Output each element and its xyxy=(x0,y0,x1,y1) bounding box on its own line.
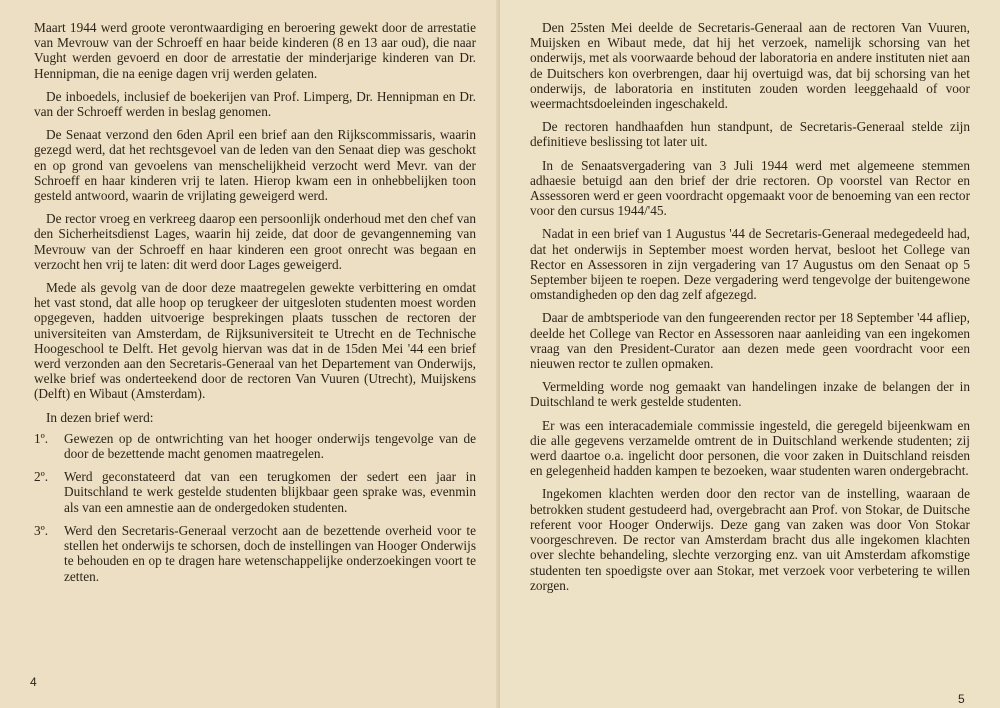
list-number: 2º. xyxy=(34,469,49,485)
list-number: 1º. xyxy=(34,430,49,446)
paragraph: Mede als gevolg van de door deze maatregelen gewekte verbittering en omdat het vast stond, dat alle hoop op terugkeer der uitgesloten studenten moest worden opgegeven, hadden uitvoerige besprekingen plaats tusschen de rectoren der universiteiten van Amsterdam, de Rijksuniversiteit te Utrecht en de Technische Hoogeschool te Delft. Het gevolg hiervan was dat in de 15den Mei '44 een brief werd verzonden aan den Secretaris-Generaal van het Departement van Onderwijs, welke brief was onderteekend door de rectoren Van Vuuren (Utrecht), Muijskens (Delft) en Wibaut (Amsterdam). xyxy=(34,280,476,402)
paragraph: De inboedels, inclusief de boekerijen van Prof. Limperg, Dr. Hennipman en Dr. van der Schroeff werden in beslag genomen. xyxy=(34,88,476,120)
list-text: Werd den Secretaris-Generaal verzocht aan de bezettende overheid voor te stellen het onderwijs te schorsen, doch de instellingen van Hooger Onderwijs te behouden en op te dragen hare wetenschappelijke onderzoekingen voort te zetten. xyxy=(64,522,476,584)
page-number-left: 4 xyxy=(30,675,37,689)
list-number: 3º. xyxy=(34,522,49,538)
list-intro: In dezen brief werd: xyxy=(46,409,154,425)
list-text: Gewezen op de ontwrichting van het hooger onderwijs tengevolge van de door de bezettende macht genomen maatregelen. xyxy=(64,430,476,462)
list-item xyxy=(34,469,476,515)
paragraph: In de Senaatsvergadering van 3 Juli 1944 werd met algemeene stemmen adhaesie betuigd aan den brief der drie rectoren. Op voorstel van Rector en Assessoren werd er geen voordracht opgemaakt voor de benoeming van een rector voor den cursus 1944/'45. xyxy=(530,157,970,219)
paragraph: Nadat in een brief van 1 Augustus '44 de Secretaris-Generaal medegedeeld had, dat het onderwijs in September moest worden hervat, besloot het College van Rector en Assessoren in zijn vergadering van 17 Augustus om den Senaat op 5 September bijeen te roepen. Deze vergadering werd tengevolge der buitengewone omstandigheden op den dag zelf afgezegd. xyxy=(530,226,970,303)
paragraph: Er was een interacademiale commissie ingesteld, die geregeld bijeenkwam en die alle gegevens verzamelde omtrent de in Duitschland werkende studenten; zij werd daartoe o.a. ingelicht door personen, die voor zaken in Duitschland reisden en gelegenheid hadden kampen te bezoeken, waar studenten waren ondergebracht. xyxy=(530,417,970,479)
paragraph: Den 25sten Mei deelde de Secretaris-Generaal aan de rectoren Van Vuuren, Muijsken en Wibaut mede, dat hij het verzoek, namelijk schorsing van het onderwijs, met als voorwaarde behoud der laboratoria en andere instituten niet aan de Duitschers kon overbrengen, daar hij overtuigd was, dat bij schorsing van het onderwijs, de laboratoria en instituten zouden worden leeggehaald of voor weermachtsdoeleinden ingeschakeld. xyxy=(530,20,970,112)
paragraph: De rectoren handhaafden hun standpunt, de Secretaris-Generaal stelde zijn definitieve beslissing tot later uit. xyxy=(530,119,970,150)
paragraph: De Senaat verzond den 6den April een brief aan den Rijkscommissaris, waarin gezegd werd, dat het rechtsgevoel van de leden van den Senaat diep was geschokt en op grond van gevoelens van menschelijkheid verzocht werd Mevr. van der Schroeff en haar kinderen vrij te laten. Hierop kwam een in onhebbelijken toon gesteld antwoord, waarin de vrijlating geweigerd werd. xyxy=(34,127,476,204)
paragraph: Maart 1944 werd groote verontwaardiging en beroering gewekt door de arrestatie van Mevrouw van der Schroeff en haar beide kinderen (8 en 13 aar oud), die naar Vught werden gevoerd en door de arrestatie der minderjarige kinderen van Dr. Hennipman, die na eenige dagen vrij werden gelaten. xyxy=(34,20,476,81)
paragraph: Ingekomen klachten werden door den rector van de instelling, waaraan de betrokken student gestudeerd had, overgebracht aan Prof. von Stokar, de Duitsche referent voor Hooger Onderwijs. Deze gang van zaken was door Von Stokar voorgeschreven. De rector van Amsterdam bracht dus alle ingekomen klachten over slechte behandeling, slechte verzorging enz. van uit Amsterdam afkomstige studenten ten spoedigste over aan Stokar, met verzoek voor verbetering te willen zorgen. xyxy=(530,486,970,593)
paragraph: Vermelding worde nog gemaakt van handelingen inzake de belangen der in Duitschland te werk gestelde studenten. xyxy=(530,379,970,410)
right-page xyxy=(500,0,1000,708)
page-number-right: 5 xyxy=(958,692,965,706)
list-text: Werd geconstateerd dat van een terugkomen der sedert een jaar in Duitschland te werk gestelde studenten blijkbaar geen sprake was, evenmin als van een amnestie aan de ondergedoken studenten. xyxy=(64,469,476,515)
paragraph: Daar de ambtsperiode van den fungeerenden rector per 18 September '44 afliep, deelde het College van Rector en Assessoren naar aanleiding van een ingekomen vraag van den President-Curator aan dezen mede geen voordracht voor een nieuwen rector te zullen opmaken. xyxy=(530,310,970,372)
list-item xyxy=(34,523,476,584)
list-item xyxy=(34,431,476,461)
paragraph: De rector vroeg en verkreeg daarop een persoonlijk onderhoud met den chef van den Sicherheitsdienst Lages, waarin hij zeide, dat door de gevangenneming van Mevrouw van der Schroeff en haar kinderen een groot onrecht was begaan en verzocht hen vrij te laten: dit werd door Lages geweigerd. xyxy=(34,211,476,272)
